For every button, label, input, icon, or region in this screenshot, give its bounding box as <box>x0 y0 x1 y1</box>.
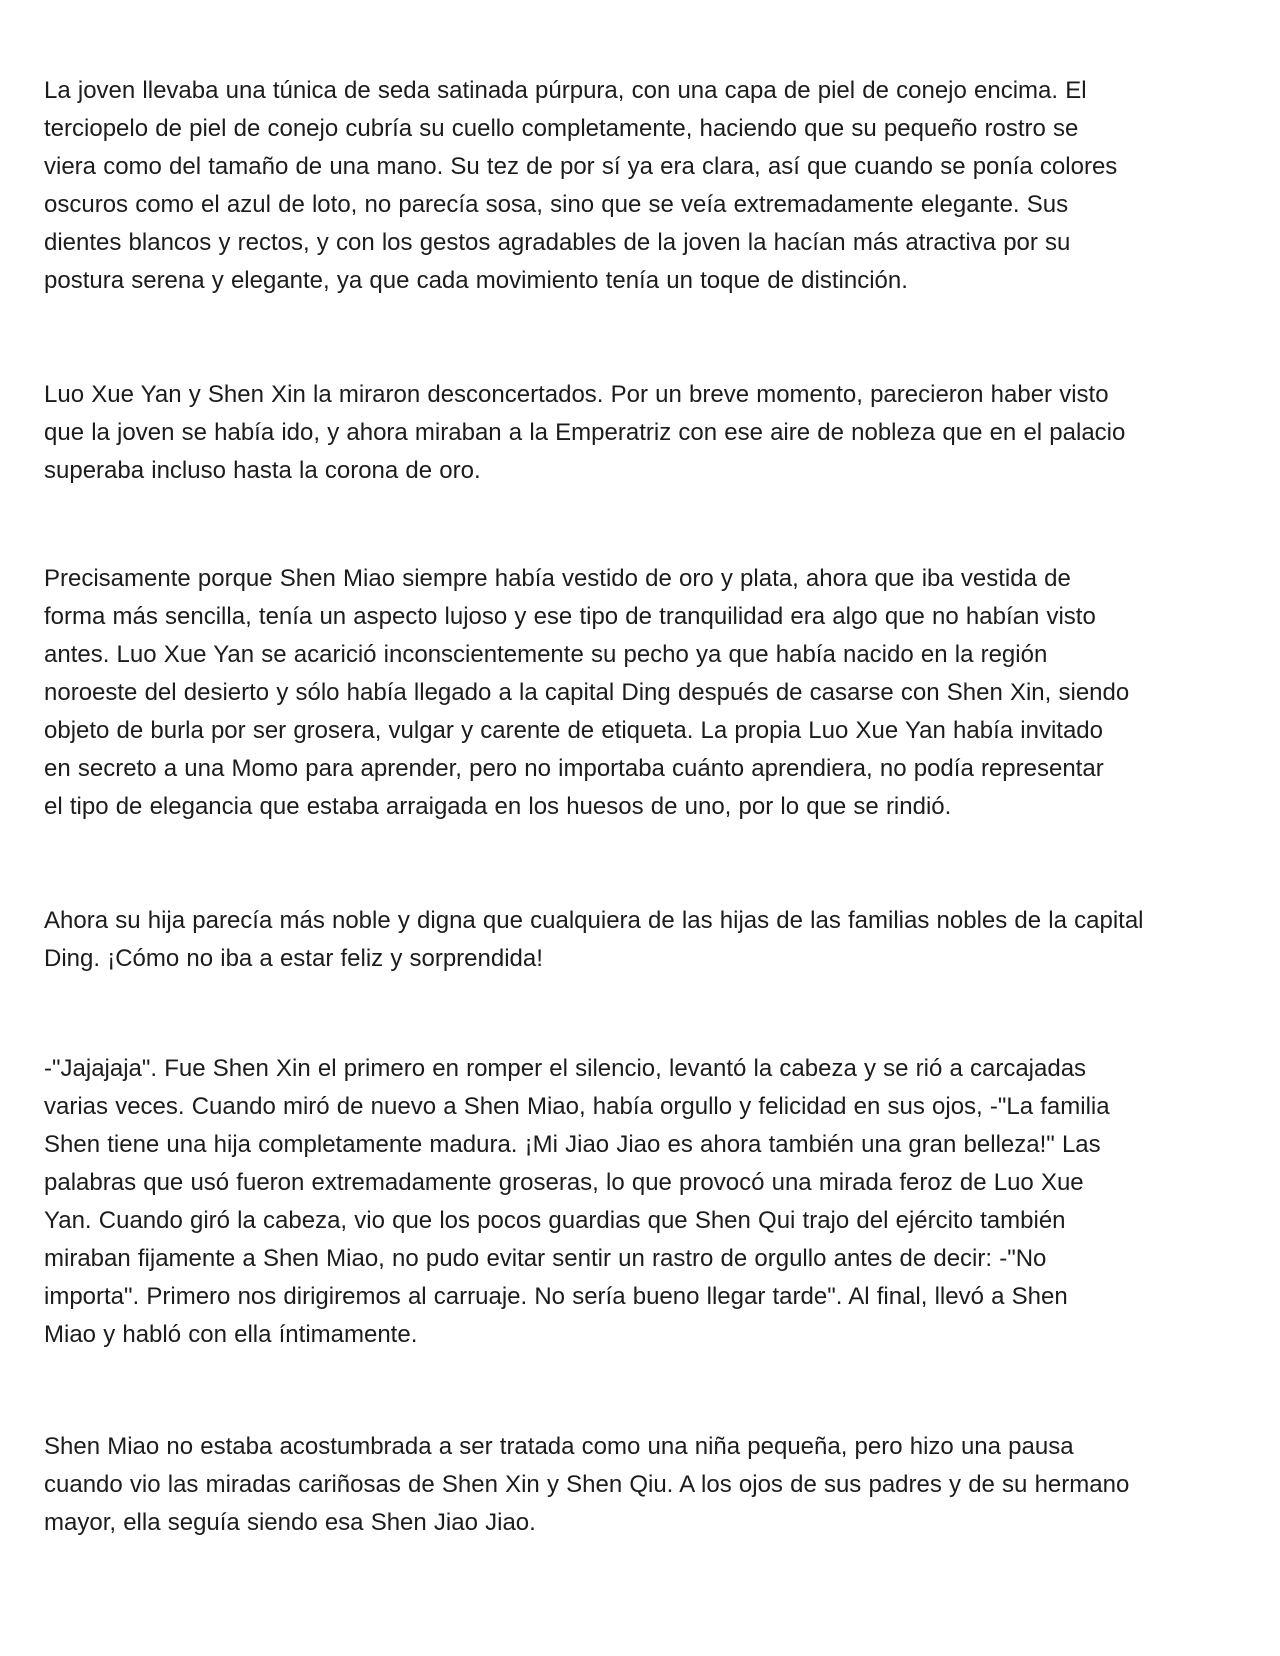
paragraph-6: Shen Miao no estaba acostumbrada a ser tratada como una niña pequeña, pero hizo una pausa cuando vio las miradas cariñosas de Shen Xin y Shen Qiu. A los ojos de sus padres y de su hermano mayor, ella seguía siendo esa Shen Jiao Jiao. <box>44 1433 1130 1536</box>
paragraph-4: Ahora su hija parecía más noble y digna que cualquiera de las hijas de las familias nobles de la capital Ding. ¡Cómo no iba a estar feliz y sorprendida! <box>44 907 1144 972</box>
paragraph-5: -"Jajajaja". Fue Shen Xin el primero en romper el silencio, levantó la cabeza y se rió a carcajadas varias veces. Cuando miró de nuevo a Shen Miao, había orgullo y felicidad en sus ojos, -"La familia Shen tiene una hija completamente madura. ¡Mi Jiao Jiao es ahora también una gran belleza!" Las palabras que usó fueron extremadamente groseras, lo que provocó una mirada feroz de Luo Xue Yan. Cuando giró la cabeza, vio que los pocos guardias que Shen Qui trajo del ejército también miraban fijamente a Shen Miao, no pudo evitar sentir un rastro de orgullo antes de decir: -"No importa". Primero nos dirigiremos al carruaje. No sería bueno llegar tarde". Al final, llevó a Shen Miao y habló con ella íntimamente. <box>44 1055 1110 1348</box>
paragraph-1: La joven llevaba una túnica de seda satinada púrpura, con una capa de piel de conejo encima. El terciopelo de piel de conejo cubría su cuello completamente, haciendo que su pequeño rostro se viera como del tamaño de una mano. Su tez de por sí ya era clara, así que cuando se ponía colores oscuros como el azul de loto, no parecía sosa, sino que se veía extremadamente elegante. Sus dientes blancos y rectos, y con los gestos agradables de la joven la hacían más atractiva por su postura serena y elegante, ya que cada movimiento tenía un toque de distinción. <box>44 77 1118 294</box>
paragraph-3: Precisamente porque Shen Miao siempre había vestido de oro y plata, ahora que iba vestida de forma más sencilla, tenía un aspecto lujoso y ese tipo de tranquilidad era algo que no habían visto antes. Luo Xue Yan se acarició inconscientemente su pecho ya que había nacido en la región noroeste del desierto y sólo había llegado a la capital Ding después de casarse con Shen Xin, siendo objeto de burla por ser grosera, vulgar y carente de etiqueta. La propia Luo Xue Yan había invitado en secreto a una Momo para aprender, pero no importaba cuánto aprendiera, no podía representar el tipo de elegancia que estaba arraigada en los huesos de uno, por lo que se rindió. <box>44 565 1130 820</box>
paragraph-2: Luo Xue Yan y Shen Xin la miraron desconcertados. Por un breve momento, parecieron haber visto que la joven se había ido, y ahora miraban a la Emperatriz con ese aire de nobleza que en el palacio superaba incluso hasta la corona de oro. <box>44 381 1126 484</box>
